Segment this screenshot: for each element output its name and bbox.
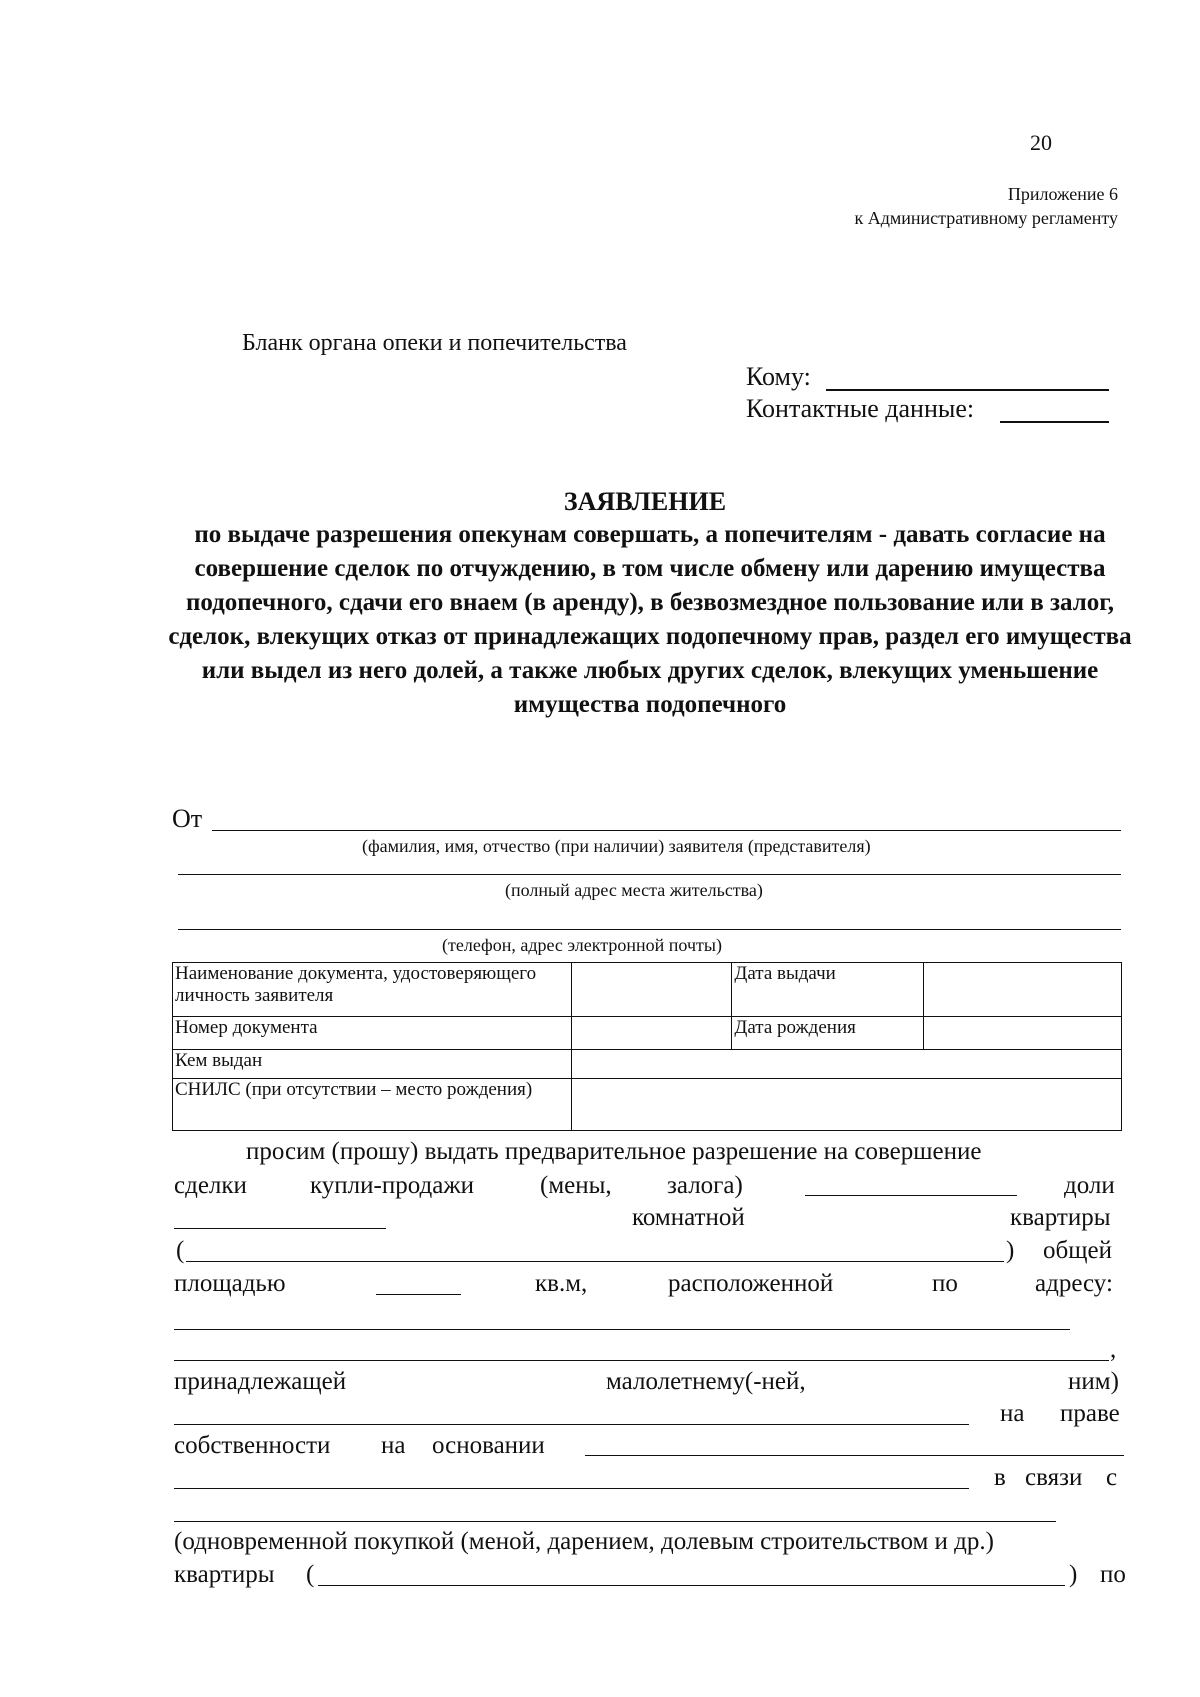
- word-ploshchadyu: площадью: [174, 1270, 286, 1297]
- document-subtitle: по выдаче разрешения опекунам совершать, а попечителям - давать согласие на совершение сделок по отчуждению, в том числе обмену или дарению имущества подопечного, сдачи его внаем (в аренду), в безвозмездное пользование или в залог, сделок, влекущих отказ от принадлежащих подопечному прав, раздел его имущества или выдел из него долей, а также любых других сделок, влекущих уменьшение имущества подопечного: [168, 521, 1132, 718]
- word-komnatnoy: комнатной: [632, 1204, 745, 1231]
- address-line-1[interactable]: [174, 1329, 1070, 1330]
- page-number: 20: [1030, 130, 1052, 155]
- word-prinadlezhashchey: принадлежащей: [174, 1368, 347, 1395]
- appendix-line-2: к Административному регламенту: [854, 208, 1118, 228]
- word-maloletnemu: малолетнему(-ней,: [606, 1368, 806, 1395]
- doc-number-cell[interactable]: [571, 1017, 732, 1050]
- word-doli: доли: [1064, 1172, 1115, 1199]
- word-sdelki: сделки: [174, 1172, 247, 1199]
- hint-address: (полный адрес места жительства): [505, 880, 763, 900]
- document-title: ЗАЯВЛЕНИЕ: [563, 487, 727, 516]
- word-raspolozhennoy: расположенной: [668, 1270, 834, 1297]
- share-field-2[interactable]: [174, 1228, 386, 1229]
- snils-label: СНИЛС (при отсутствии – место рождения): [173, 1079, 572, 1131]
- issue-date-cell[interactable]: [924, 963, 1122, 1017]
- minor-name-field[interactable]: [174, 1424, 969, 1425]
- birth-date-label: Дата рождения: [732, 1017, 924, 1050]
- word-po-2: по: [1100, 1561, 1126, 1588]
- basis-field[interactable]: [585, 1455, 1124, 1456]
- word-sobstvennosti: собственности: [174, 1432, 331, 1459]
- doc-name-cell[interactable]: [571, 963, 732, 1017]
- issued-by-label: Кем выдан: [173, 1050, 572, 1079]
- paren-open-2: (: [306, 1561, 315, 1588]
- share-field[interactable]: [805, 1195, 1017, 1196]
- body-line-13: (одновременной покупкой (меной, дарением, долевым строительством и др.): [174, 1528, 994, 1555]
- word-osnovanii: основании: [432, 1432, 545, 1459]
- word-v: в: [994, 1464, 1006, 1491]
- contacts-label: Контактные данные:: [746, 394, 975, 423]
- word-zaloga: залога): [667, 1172, 743, 1199]
- word-kvartiry-2: квартиры: [174, 1561, 275, 1588]
- doc-name-label: Наименование документа, удостоверяющего личность заявителя: [173, 963, 572, 1017]
- to-label: Кому:: [746, 362, 811, 391]
- apartment-field-2[interactable]: [318, 1585, 1065, 1586]
- id-document-table: [172, 962, 1122, 1131]
- address-line-2[interactable]: [174, 1360, 1109, 1361]
- word-na: на: [1000, 1400, 1025, 1427]
- blank-label: Бланк органа опеки и попечительства: [242, 330, 627, 356]
- area-field[interactable]: [376, 1294, 461, 1295]
- word-po: по: [932, 1270, 958, 1297]
- word-obshchey: общей: [1043, 1237, 1112, 1264]
- word-prave: праве: [1060, 1400, 1120, 1427]
- paren-open: (: [176, 1237, 185, 1264]
- paren-close: ): [1006, 1237, 1015, 1264]
- issued-by-cell[interactable]: [571, 1050, 1121, 1079]
- snils-cell[interactable]: [571, 1079, 1121, 1131]
- hint-contacts: (телефон, адрес электронной почты): [442, 935, 722, 955]
- word-svyazi: связи: [1025, 1464, 1083, 1491]
- apartment-desc-field[interactable]: [186, 1261, 1004, 1262]
- address-field[interactable]: [178, 874, 1121, 875]
- doc-number-label: Номер документа: [173, 1017, 572, 1050]
- word-na-2: на: [381, 1432, 406, 1459]
- to-field[interactable]: [826, 389, 1109, 391]
- from-label: От: [172, 804, 203, 833]
- appendix-line-1: Приложение 6: [1007, 184, 1118, 204]
- contacts-line-field[interactable]: [178, 929, 1121, 930]
- comma: ,: [1110, 1336, 1117, 1363]
- body-line-1: просим (прошу) выдать предварительное разрешение на совершение: [246, 1138, 982, 1165]
- basis-field-2[interactable]: [174, 1488, 969, 1489]
- word-meny: (мены,: [540, 1172, 612, 1199]
- word-adresu: адресу:: [1035, 1270, 1113, 1297]
- paren-close-2: ): [1069, 1561, 1078, 1588]
- word-kupli: купли-продажи: [310, 1172, 474, 1199]
- contacts-field[interactable]: [1000, 421, 1109, 423]
- word-nim: ним): [1068, 1368, 1119, 1395]
- issue-date-label: Дата выдачи: [732, 963, 924, 1017]
- applicant-name-field[interactable]: [212, 830, 1121, 831]
- reason-field[interactable]: [174, 1521, 1056, 1522]
- word-s: с: [1106, 1464, 1118, 1491]
- hint-name: (фамилия, имя, отчество (при наличии) заявителя (представителя): [362, 836, 871, 856]
- word-kvartiry: квартиры: [1010, 1204, 1111, 1231]
- word-kvm: кв.м,: [535, 1270, 588, 1297]
- birth-date-cell[interactable]: [924, 1017, 1122, 1050]
